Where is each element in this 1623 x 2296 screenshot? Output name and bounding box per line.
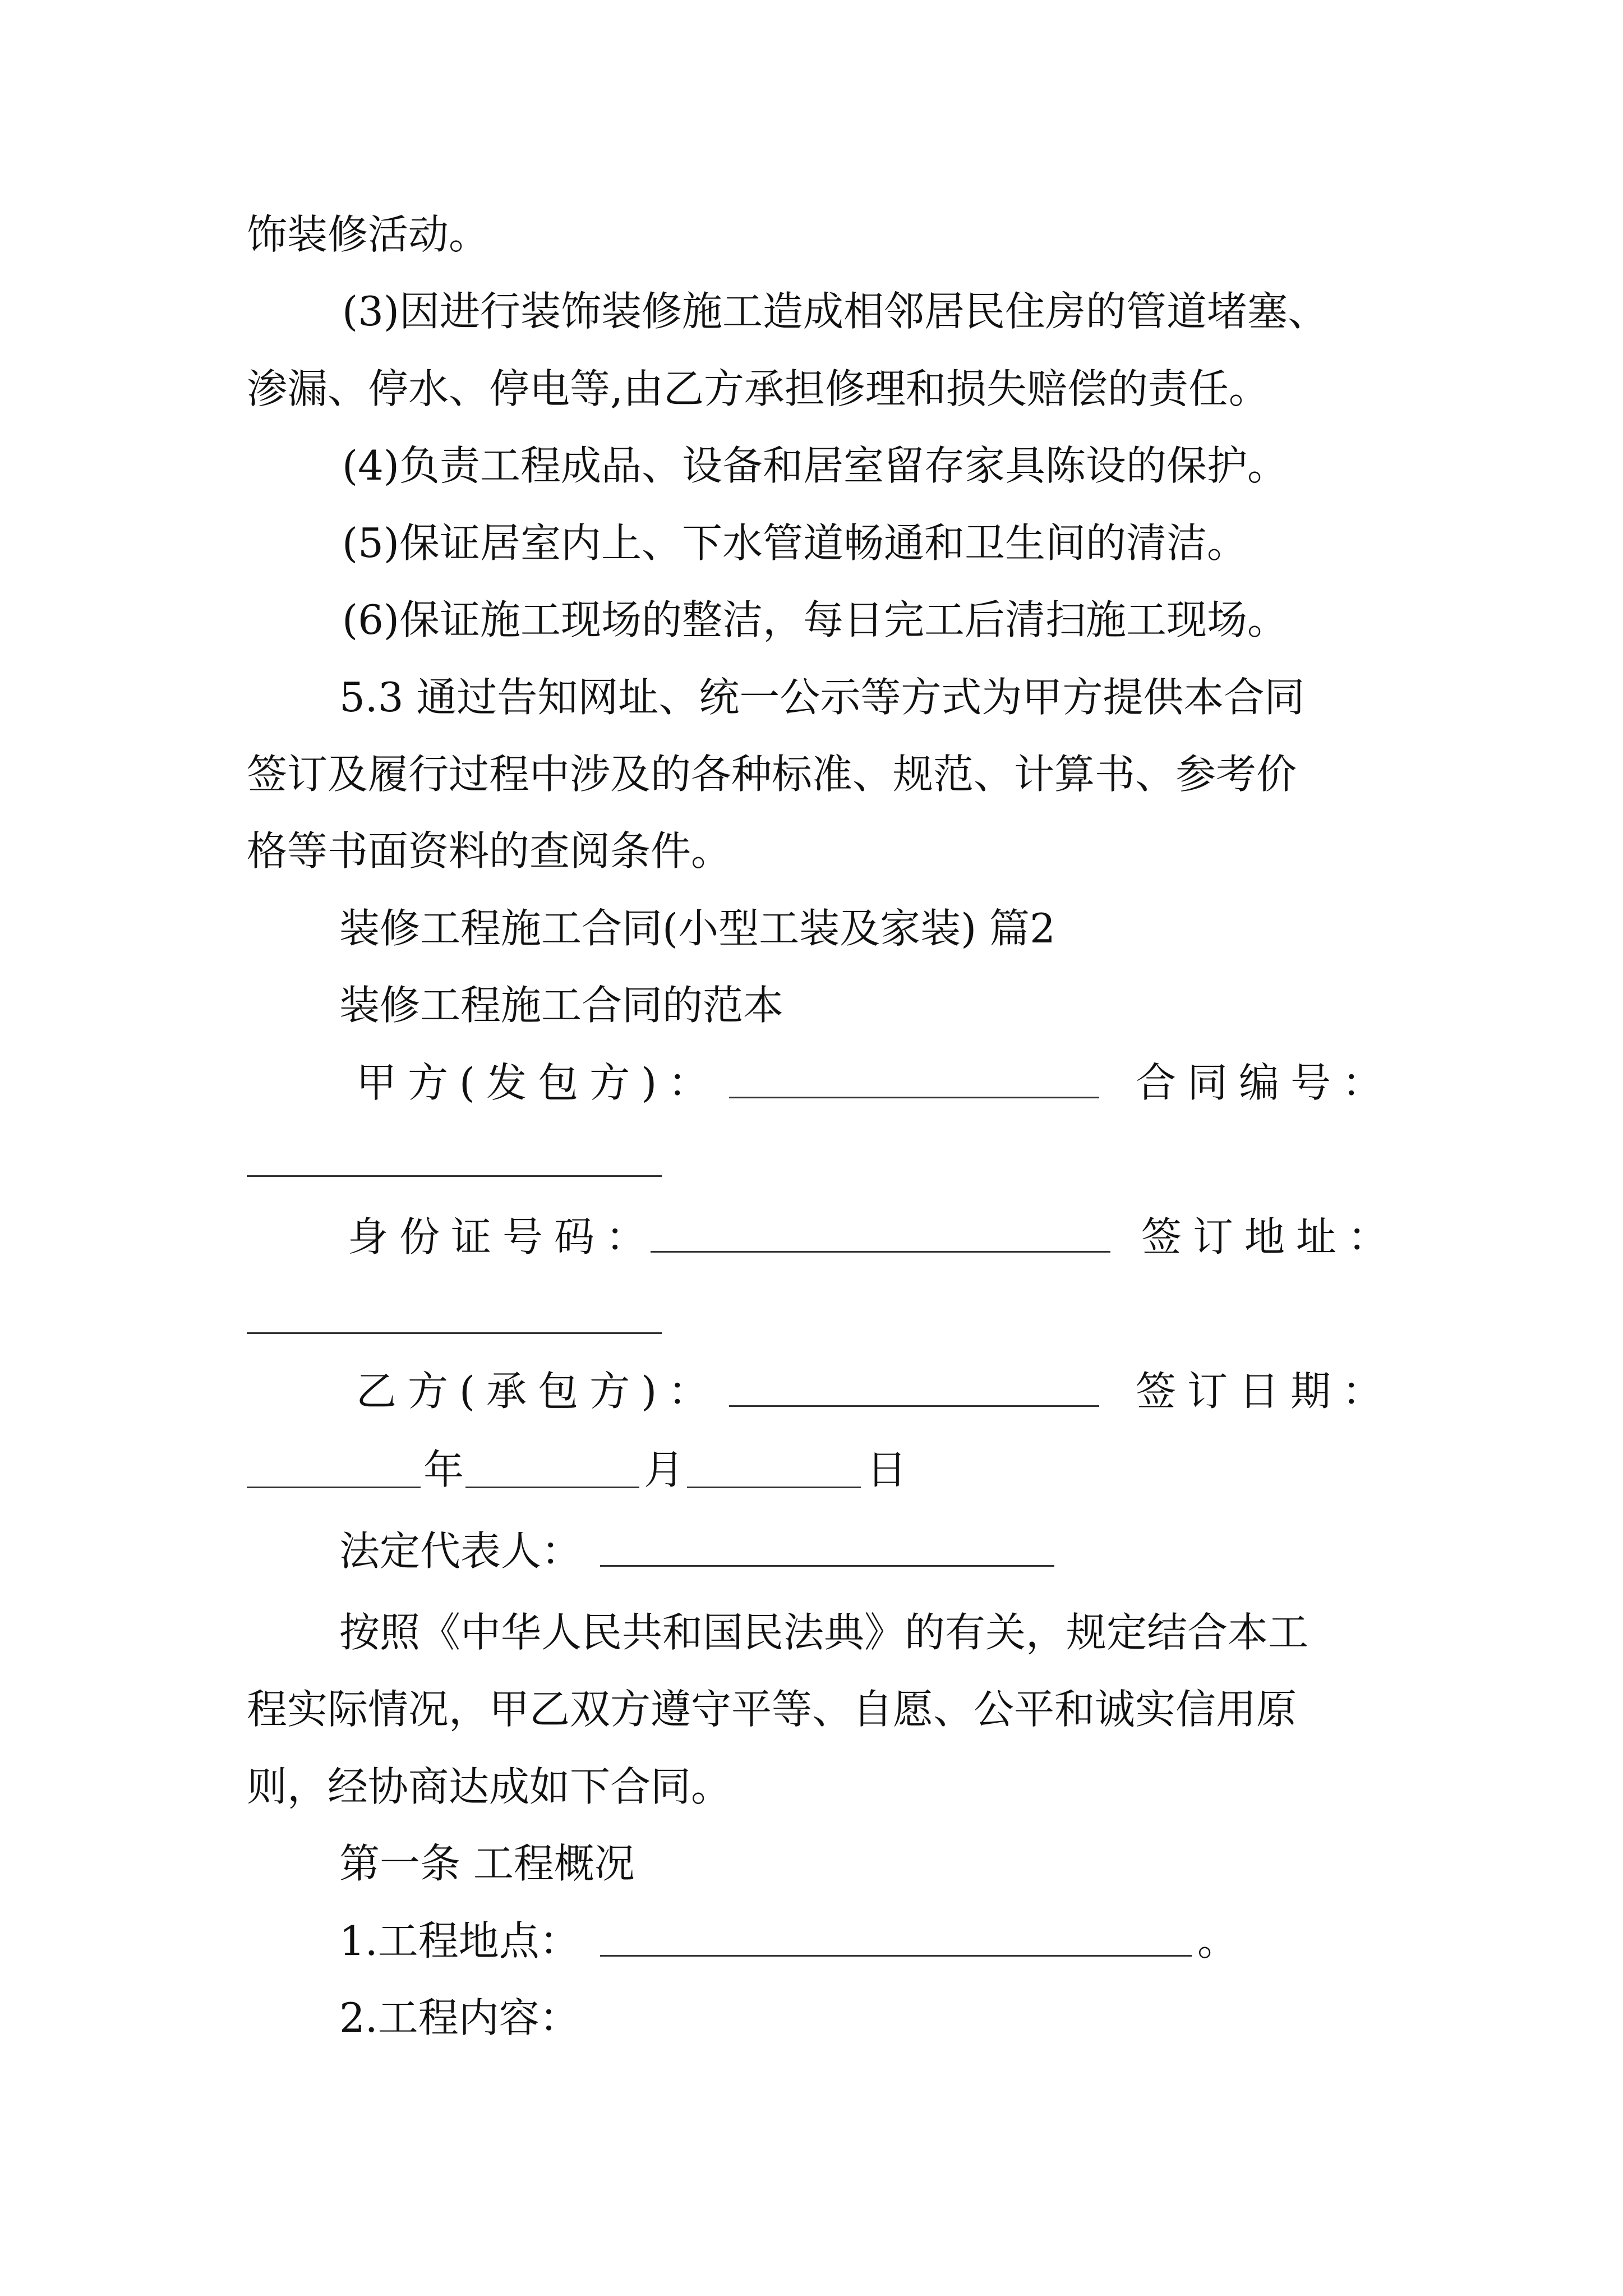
text-line: 签订及履行过程中涉及的各种标准、规范、计算书、参考价: [247, 751, 1297, 798]
month-blank[interactable]: [465, 1487, 639, 1488]
legal-rep-label: 法定代表人：: [339, 1527, 582, 1575]
section-title: 装修工程施工合同(小型工装及家装) 篇2: [339, 905, 1055, 952]
sign-place-blank[interactable]: [247, 1332, 662, 1334]
month-label: 月: [644, 1446, 685, 1493]
sign-date-label: 签订日期：: [1136, 1368, 1394, 1415]
text-line: (4)负责工程成品、设备和居室留存家具陈设的保护。: [342, 442, 1288, 489]
item-2-label: 2.工程内容：: [339, 1994, 580, 2041]
text-line: 程实际情况，甲乙双方遵守平等、自愿、公平和诚实信用原: [247, 1686, 1297, 1733]
day-blank[interactable]: [687, 1487, 861, 1488]
text-line: 渗漏、停水、停电等,由乙方承担修理和损失赔偿的责任。: [247, 365, 1269, 412]
article-heading: 第一条 工程概况: [339, 1840, 635, 1887]
item-1-blank[interactable]: [600, 1955, 1192, 1957]
text-line: (3)因进行装饰装修施工造成相邻居民住房的管道堵塞、: [342, 288, 1328, 335]
contract-no-blank[interactable]: [247, 1175, 662, 1177]
item-1-label: 1.工程地点：: [339, 1917, 580, 1964]
text-line: 格等书面资料的查阅条件。: [247, 827, 732, 875]
section-subtitle: 装修工程施工合同的范本: [339, 982, 784, 1029]
contract-no-label: 合同编号：: [1136, 1059, 1394, 1106]
party-a-label: 甲方(发包方)：: [356, 1059, 720, 1106]
text-line: (6)保证施工现场的整洁，每日完工后清扫施工现场。: [342, 596, 1288, 643]
sign-place-label: 签订地址：: [1141, 1213, 1400, 1260]
day-label: 日: [866, 1446, 907, 1493]
id-no-blank[interactable]: [651, 1251, 1110, 1253]
text-line: 饰装修活动。: [247, 211, 490, 258]
legal-rep-blank[interactable]: [600, 1565, 1054, 1567]
text-line: (5)保证居室内上、下水管道畅通和卫生间的清洁。: [342, 519, 1247, 567]
text-line: 按照《中华人民共和国民法典》的有关，规定结合本工: [339, 1609, 1309, 1656]
party-a-blank[interactable]: [729, 1097, 1099, 1098]
item-1-end: 。: [1197, 1917, 1238, 1964]
text-line: 5.3 通过告知网址、统一公示等方式为甲方提供本合同: [339, 674, 1305, 721]
id-no-label: 身份证号码：: [348, 1213, 658, 1260]
year-label: 年: [423, 1446, 464, 1493]
year-blank[interactable]: [247, 1487, 421, 1488]
party-b-blank[interactable]: [729, 1405, 1099, 1407]
text-line: 则，经协商达成如下合同。: [247, 1763, 732, 1810]
party-b-label: 乙方(承包方)：: [356, 1368, 720, 1415]
